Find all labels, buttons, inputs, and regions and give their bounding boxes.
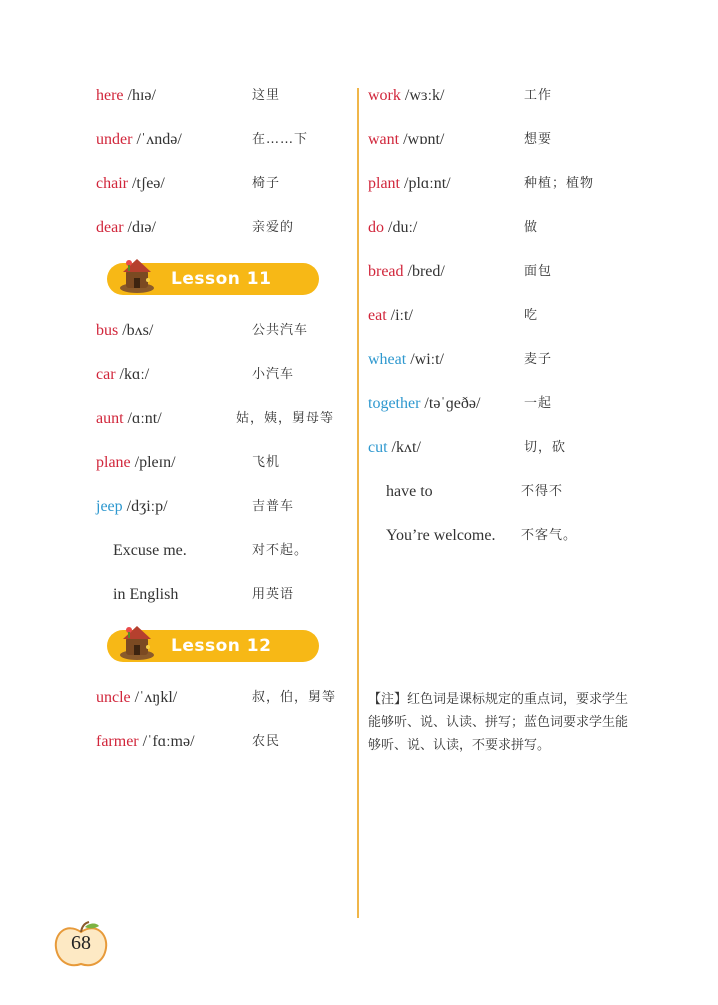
vocab-row: together /təˈɡeðə/ 一起: [368, 395, 553, 412]
phrase-row: You’re welcome. 不客气。: [386, 527, 578, 544]
vocab-row: bread /bred/ 面包: [368, 263, 553, 280]
vocab-row: eat /iːt/ 吃: [368, 307, 539, 324]
footnote: 【注】红色词是课标规定的重点词，要求学生能够听、说、认读、拼写；蓝色词要求学生能够听、说、认读，不要求拼写。: [368, 692, 629, 753]
page-number-badge: [52, 920, 110, 970]
phrase-row: have to 不得不: [386, 483, 564, 500]
house-icon: [117, 254, 157, 294]
page-number: 68: [71, 932, 91, 954]
vocab-row: dear /dɪə/ 亲爱的: [96, 219, 295, 236]
vocab-row: plane /pleɪn/ 飞机: [96, 454, 281, 471]
vocab-row: do /duː/ 做: [368, 219, 539, 236]
vocab-row: plant /plɑːnt/ 种植；植物: [368, 175, 595, 192]
lesson-11-banner: Lesson 11: [107, 263, 319, 295]
vocab-row: want /wɒnt/ 想要: [368, 131, 553, 148]
vocab-row: car /kɑː/ 小汽车: [96, 366, 295, 383]
vocab-row: farmer /ˈfɑːmə/ 农民: [96, 733, 281, 750]
vocab-row: jeep /dʒiːp/ 吉普车: [96, 498, 295, 515]
vocab-row: work /wɜːk/ 工作: [368, 87, 553, 104]
vocab-row: aunt /ɑːnt/ 姑，姨，舅母等: [96, 410, 335, 427]
vocab-row: wheat /wiːt/ 麦子: [368, 351, 553, 368]
column-divider: [357, 88, 359, 918]
phrase-row: Excuse me. 对不起。: [113, 542, 309, 559]
vocab-row: cut /kʌt/ 切，砍: [368, 439, 567, 456]
vocab-row: under /ˈʌndə/ 在……下: [96, 131, 309, 148]
house-icon: [117, 621, 157, 661]
lesson-12-banner: Lesson 12: [107, 630, 319, 662]
vocab-row: here /hɪə/ 这里: [96, 87, 281, 104]
vocab-row: bus /bʌs/ 公共汽车: [96, 322, 309, 339]
vocab-row: uncle /ˈʌŋkl/ 叔，伯，舅等: [96, 689, 337, 706]
phrase-row: in English 用英语: [113, 586, 295, 603]
vocab-row: chair /tʃeə/ 椅子: [96, 175, 281, 192]
